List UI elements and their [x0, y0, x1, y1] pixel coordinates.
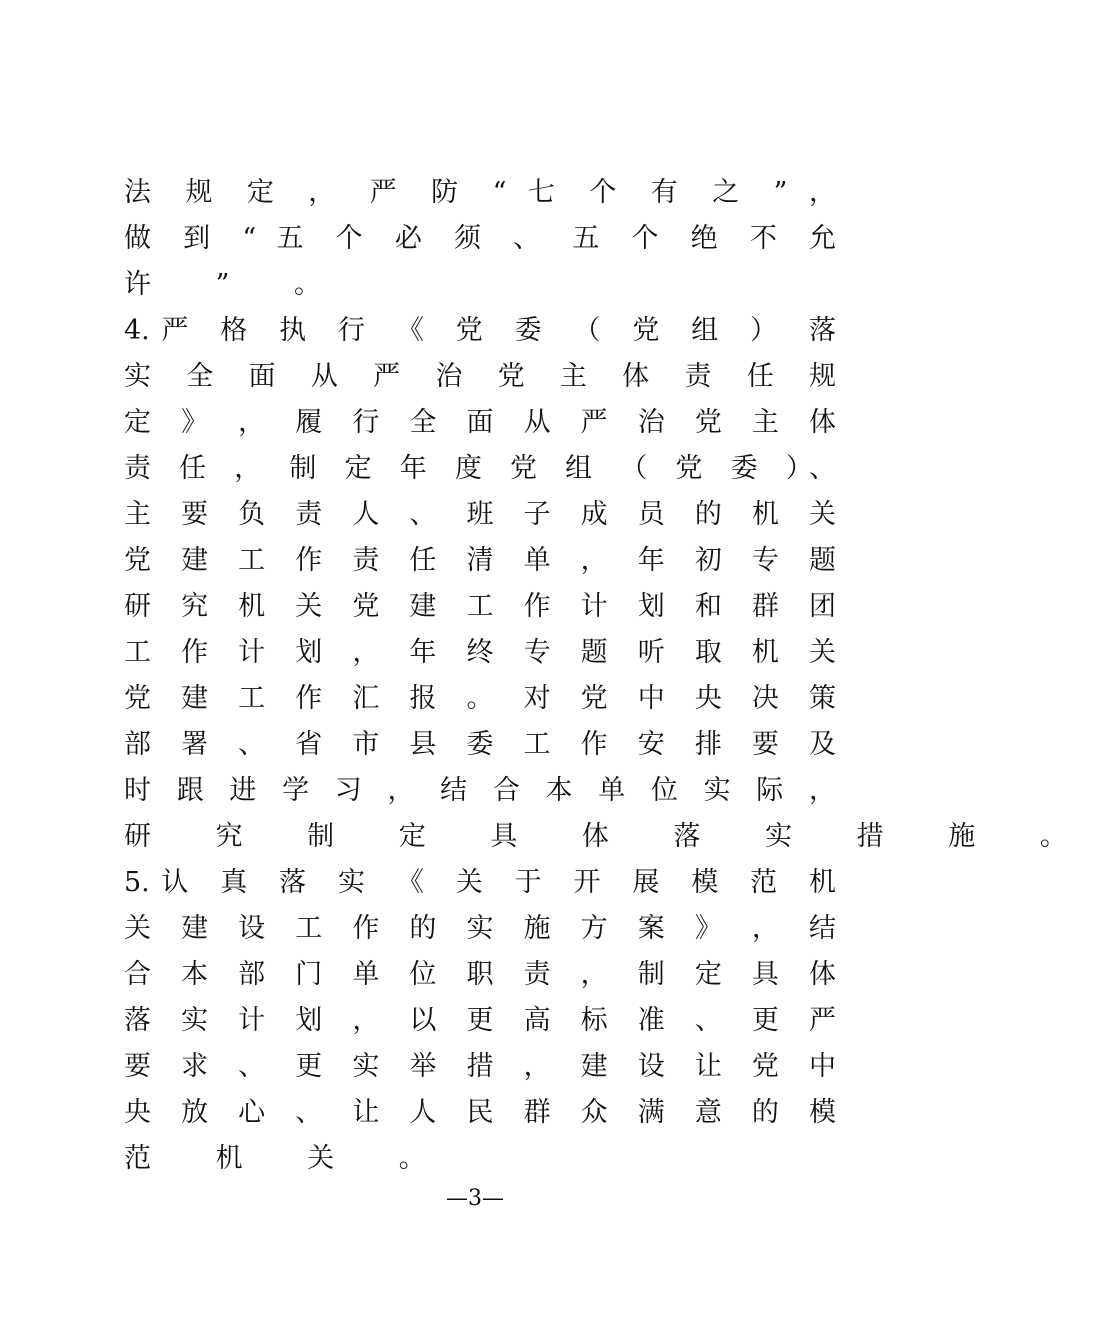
body-text-line: 部 署 、 省 市 县 委 工 作 安 排 要 及 — [124, 729, 836, 760]
body-text-line: 党 建 工 作 责 任 清 单 ， 年 初 专 题 — [124, 545, 836, 576]
body-text-line: 许 ” 。 — [124, 269, 349, 300]
body-text-line: 5.认 真 落 实 《 关 于 开 展 模 范 机 — [124, 867, 836, 898]
body-text-line: 关 建 设 工 作 的 实 施 方 案 》 ， 结 — [124, 913, 836, 944]
body-text-line: 实 全 面 从 严 治 党 主 体 责 任 规 — [124, 361, 836, 392]
body-text-line: 时 跟 进 学 习 ， 结 合 本 单 位 实 际 ， — [124, 775, 836, 806]
body-text-line: 研 究 机 关 党 建 工 作 计 划 和 群 团 — [124, 591, 836, 622]
body-text-line: 定 》 ， 履 行 全 面 从 严 治 党 主 体 — [124, 407, 836, 438]
body-text-line: 合 本 部 门 单 位 职 责 ， 制 定 具 体 — [124, 959, 836, 990]
body-text-line: 党 建 工 作 汇 报 。 对 党 中 央 决 策 — [124, 683, 836, 714]
body-text-line: 责 任 ， 制 定 年 度 党 组 （ 党 委 ）、 — [124, 453, 836, 484]
page-number: —3— — [446, 1186, 504, 1211]
body-text-line: 范 机 关 。 — [124, 1143, 454, 1174]
body-text-line: 工 作 计 划 ， 年 终 专 题 听 取 机 关 — [124, 637, 836, 668]
body-text-line: 落 实 计 划 ， 以 更 高 标 准 、 更 严 — [124, 1005, 836, 1036]
body-text-line: 研 究 制 定 具 体 落 实 措 施 。 — [124, 821, 1095, 852]
body-text-line: 央 放 心 、 让 人 民 群 众 满 意 的 模 — [124, 1097, 836, 1128]
body-text-line: 主 要 负 责 人 、 班 子 成 员 的 机 关 — [124, 499, 836, 530]
body-text-line: 要 求 、 更 实 举 措 ， 建 设 让 党 中 — [124, 1051, 836, 1082]
body-text-line: 4.严 格 执 行 《 党 委 （ 党 组 ） 落 — [124, 315, 836, 346]
body-text-line: 做 到 “ 五 个 必 须 、 五 个 绝 不 允 — [124, 223, 836, 254]
body-text-line: 法 规 定 ， 严 防 “ 七 个 有 之 ” ， — [124, 177, 836, 208]
